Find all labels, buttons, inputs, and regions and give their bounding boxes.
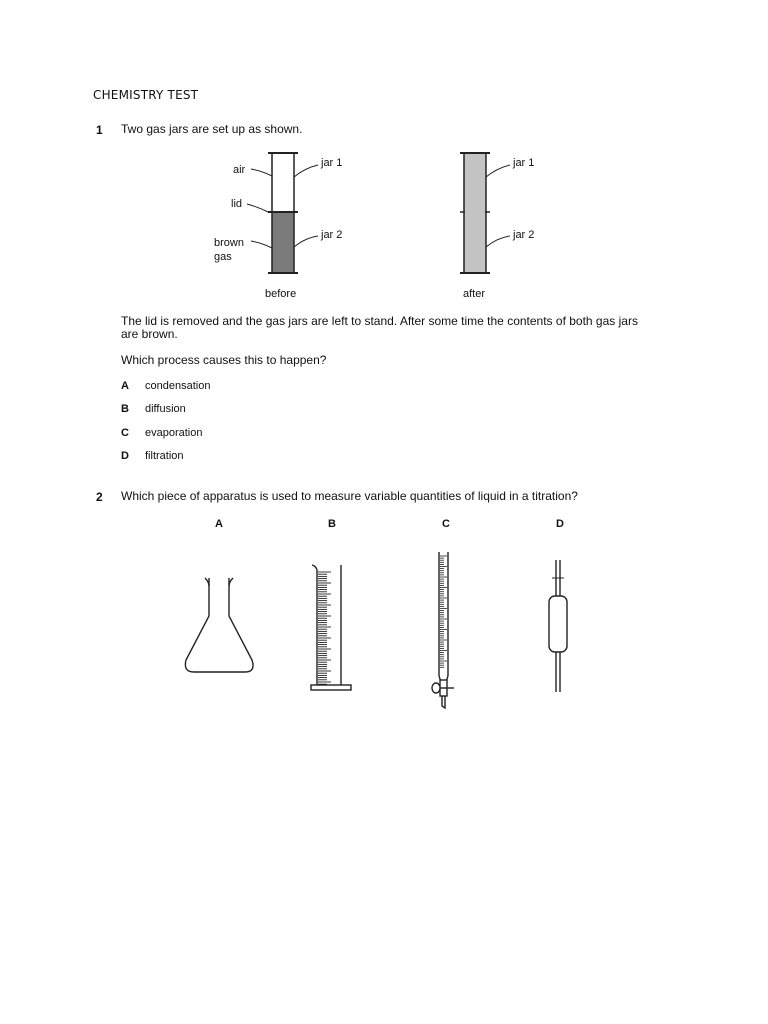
apparatus-c-letter[interactable]: C [442, 518, 450, 530]
conical-flask-icon[interactable] [185, 578, 253, 672]
label-jar2-after: jar 2 [513, 229, 535, 241]
question-1-prompt: Which process causes this to happen? [121, 353, 327, 367]
label-jar1-before: jar 1 [321, 157, 343, 169]
option-d-text[interactable]: filtration [145, 450, 184, 462]
option-a-letter: A [121, 380, 129, 392]
label-brown: brown [214, 237, 244, 249]
caption-after: after [463, 288, 486, 300]
pipette-icon[interactable] [549, 560, 567, 692]
question-1-number: 1 [96, 123, 103, 137]
question-2-prompt: Which piece of apparatus is used to measure variable quantities of liquid in a titration? [121, 489, 578, 503]
option-d-letter: D [121, 450, 129, 462]
apparatus-b-letter[interactable]: B [328, 518, 336, 530]
option-c-letter: C [121, 427, 129, 439]
document-title: CHEMISTRY TEST [93, 88, 199, 102]
question-1-stem: Two gas jars are set up as shown. [121, 122, 303, 136]
caption-before: before [265, 288, 297, 300]
label-gas: gas [214, 251, 232, 263]
label-air: air [233, 164, 246, 176]
option-a-text[interactable]: condensation [145, 380, 211, 392]
burette-icon[interactable] [432, 552, 454, 708]
question-2-number: 2 [96, 490, 103, 504]
label-jar2-before: jar 2 [321, 229, 343, 241]
measuring-cylinder-icon[interactable] [311, 565, 351, 690]
option-b-text[interactable]: diffusion [145, 403, 186, 415]
option-b-letter: B [121, 403, 129, 415]
question-1-text-line2: are brown. [121, 327, 178, 341]
option-c-text[interactable]: evaporation [145, 427, 203, 439]
apparatus-a-letter[interactable]: A [215, 518, 223, 530]
label-jar1-after: jar 1 [513, 157, 535, 169]
apparatus-d-letter[interactable]: D [556, 518, 564, 530]
question-1-text-line1: The lid is removed and the gas jars are left to stand. After some time the contents of both gas jars [121, 314, 638, 328]
label-lid: lid [231, 198, 243, 210]
